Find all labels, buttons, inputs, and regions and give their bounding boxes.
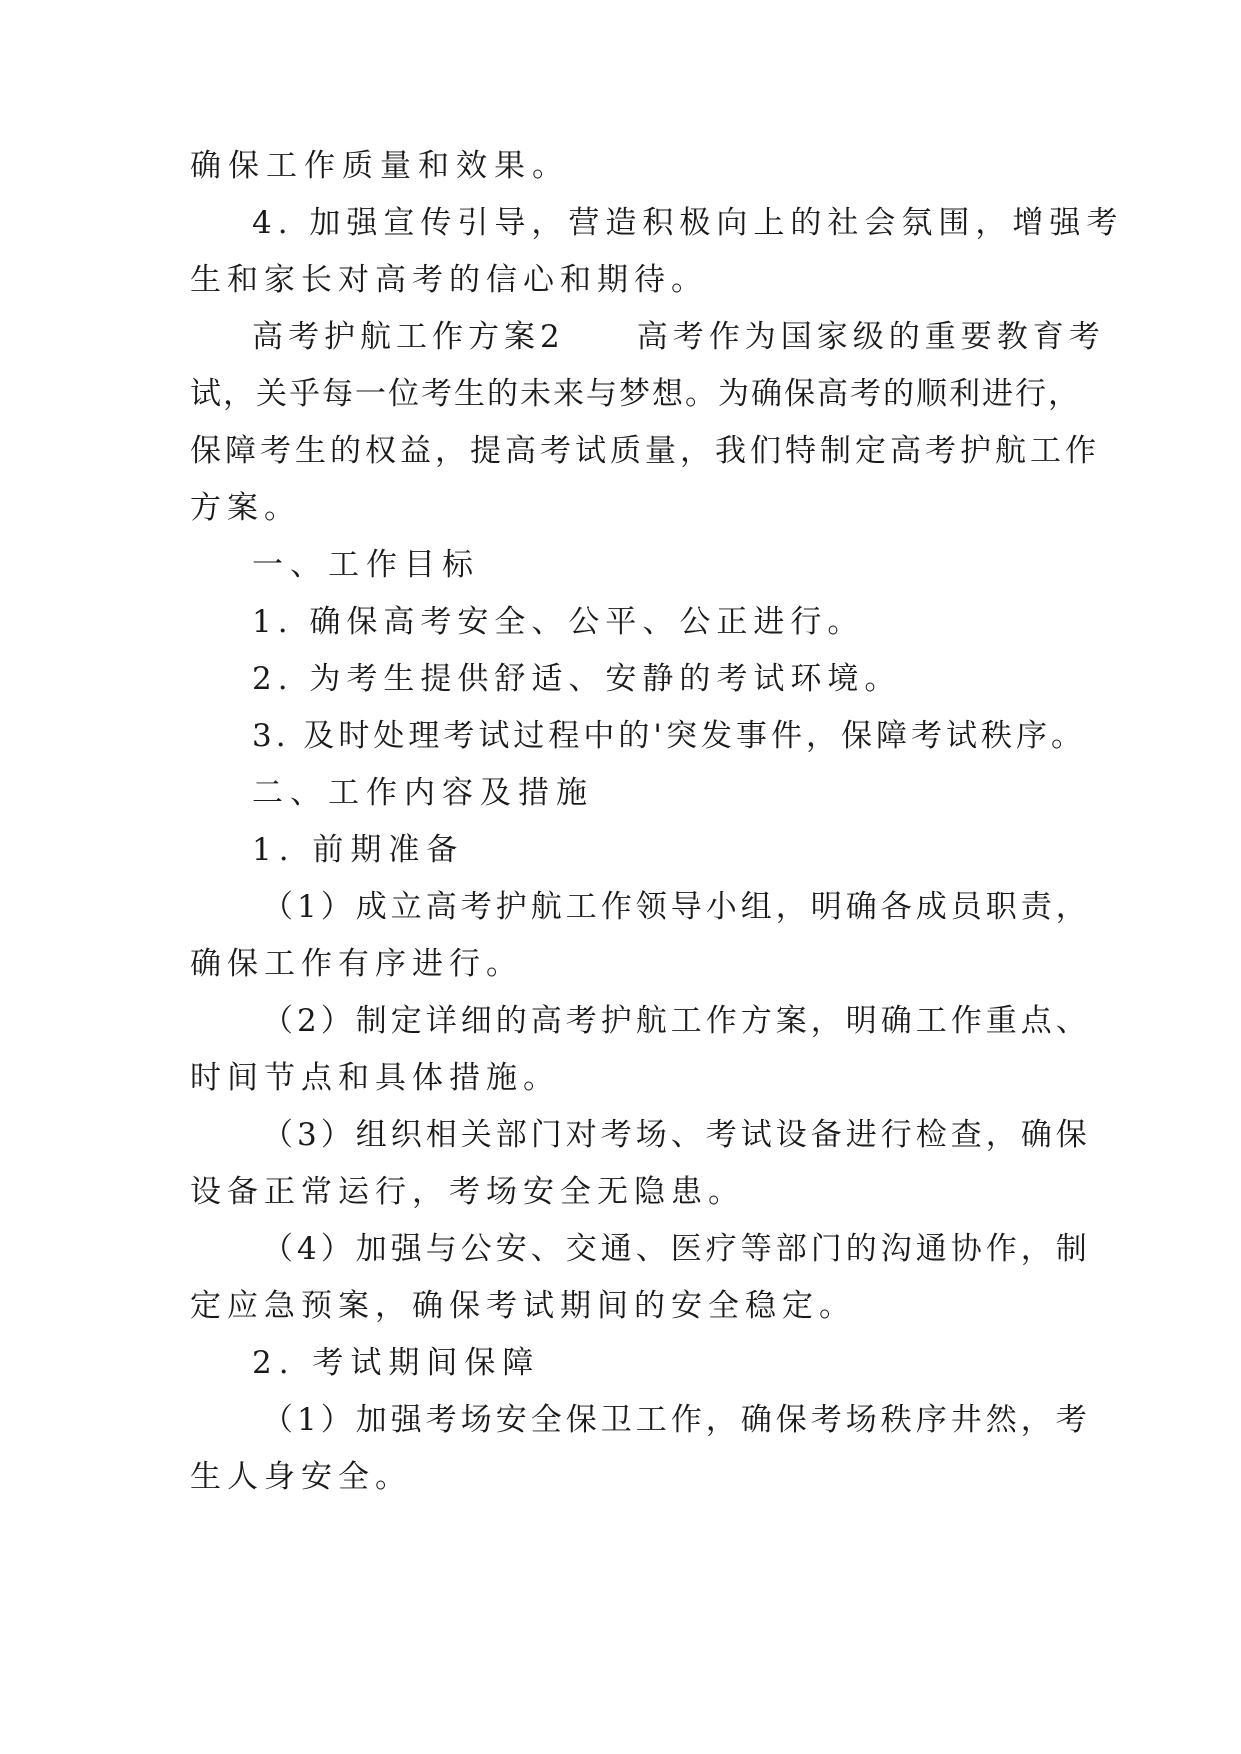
- paragraph-line: 确保工作有序进行。: [190, 946, 523, 982]
- list-item-line: （4）加强与公安、交通、医疗等部门的沟通协作，制: [262, 1231, 1091, 1267]
- list-item-line: 3. 及时处理考试过程中的'突发事件，保障考试秩序。: [252, 718, 1086, 754]
- paragraph-line: 设备正常运行，考场安全无隐患。: [190, 1174, 745, 1210]
- paragraph-line: 保障考生的权益，提高考试质量，我们特制定高考护航工作: [190, 433, 1100, 469]
- paragraph-line: 定应急预案，确保考试期间的安全稳定。: [190, 1288, 856, 1324]
- heading-work-content: 二、工作内容及措施: [252, 775, 594, 811]
- list-item-line: （1）加强考场安全保卫工作，确保考场秩序井然，考: [262, 1402, 1091, 1438]
- list-item-line: （3）组织相关部门对考场、考试设备进行检查，确保: [262, 1117, 1091, 1153]
- paragraph-line: 生和家长对高考的信心和期待。: [190, 262, 708, 298]
- paragraph-line: 生人身安全。: [190, 1459, 412, 1495]
- list-item-line: 2. 为考生提供舒适、安静的考试环境。: [252, 661, 902, 697]
- paragraph-line: 方案。: [190, 490, 301, 526]
- paragraph-line: 时间节点和具体措施。: [190, 1060, 560, 1096]
- paragraph-line: 试，关乎每一位考生的未来与梦想。为确保高考的顺利进行，: [190, 376, 1081, 412]
- section-title-line: 高考护航工作方案2 高考作为国家级的重要教育考: [252, 319, 1105, 355]
- list-item-line: 1. 确保高考安全、公平、公正进行。: [252, 604, 865, 640]
- paragraph-line: 确保工作质量和效果。: [190, 148, 570, 184]
- subheading-line: 1. 前期准备: [252, 832, 465, 868]
- subheading-line: 2. 考试期间保障: [252, 1345, 541, 1381]
- list-item-line: （2）制定详细的高考护航工作方案，明确工作重点、: [262, 1003, 1091, 1039]
- list-item-line: 4. 加强宣传引导，营造积极向上的社会氛围，增强考: [252, 205, 1124, 241]
- list-item-line: （1）成立高考护航工作领导小组，明确各成员职责，: [262, 889, 1091, 925]
- heading-work-goals: 一、工作目标: [252, 547, 480, 583]
